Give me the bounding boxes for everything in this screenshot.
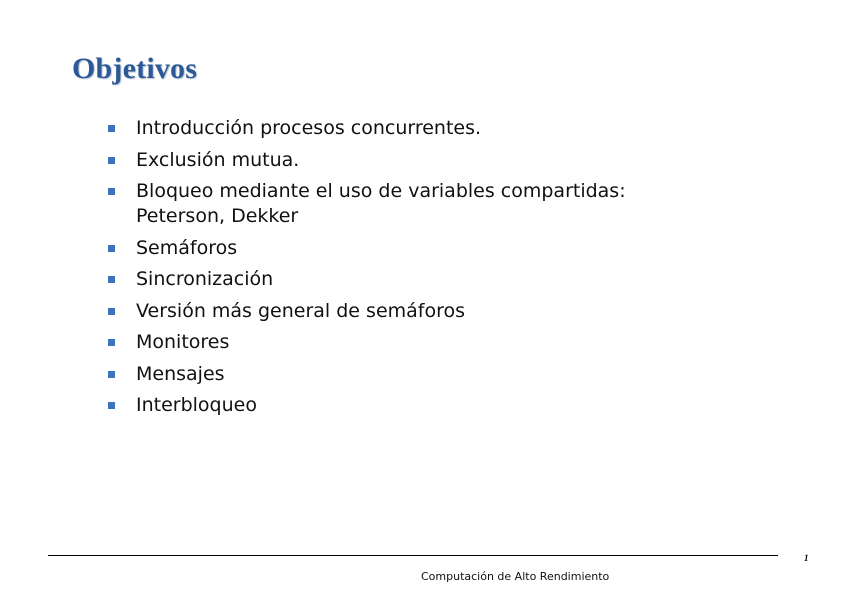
bullet-text — [136, 148, 626, 173]
square-bullet-icon — [108, 371, 115, 378]
square-bullet-icon — [108, 245, 115, 252]
bullet-text — [136, 362, 626, 387]
square-bullet-icon — [108, 339, 115, 346]
bullet-item — [108, 267, 626, 292]
bullet-line: Mensajes — [136, 362, 225, 385]
bullet-text — [136, 299, 626, 324]
bullet-item — [108, 236, 626, 261]
bullet-item — [108, 362, 626, 387]
bullet-text — [136, 330, 626, 355]
bullet-item — [108, 299, 626, 324]
square-bullet-icon — [108, 125, 115, 132]
slide-title: Objetivos — [72, 52, 198, 85]
bullet-line: Versión más general de semáforos — [136, 299, 466, 322]
square-bullet-icon — [108, 402, 115, 409]
bullet-item — [108, 116, 626, 141]
bullet-line: Semáforos — [136, 236, 238, 259]
bullet-item — [108, 148, 626, 173]
bullet-item — [108, 393, 626, 418]
bullet-text — [136, 116, 626, 141]
square-bullet-icon — [108, 308, 115, 315]
bullet-text — [136, 179, 626, 229]
footer-divider — [48, 555, 778, 556]
bullet-line-continuation: Peterson, Dekker — [136, 205, 299, 227]
page-number: 1 — [804, 553, 809, 563]
bullet-item — [108, 179, 626, 229]
bullet-line: Sincronización — [136, 268, 274, 290]
square-bullet-icon — [108, 188, 115, 195]
bullet-line: Bloqueo mediante el uso de variables compartidas: — [136, 180, 626, 202]
bullet-text — [136, 267, 626, 292]
footer-course-name: Computación de Alto Rendimiento — [421, 570, 610, 583]
square-bullet-icon — [108, 157, 115, 164]
bullet-text — [136, 236, 626, 261]
bullet-line: Introducción procesos concurrentes. — [136, 117, 482, 139]
square-bullet-icon — [108, 276, 115, 283]
bullet-list — [108, 116, 626, 425]
bullet-text — [136, 393, 626, 418]
bullet-line: Monitores — [136, 331, 230, 353]
bullet-line: Exclusión mutua. — [136, 148, 300, 171]
bullet-item — [108, 330, 626, 355]
bullet-line: Interbloqueo — [136, 394, 257, 416]
